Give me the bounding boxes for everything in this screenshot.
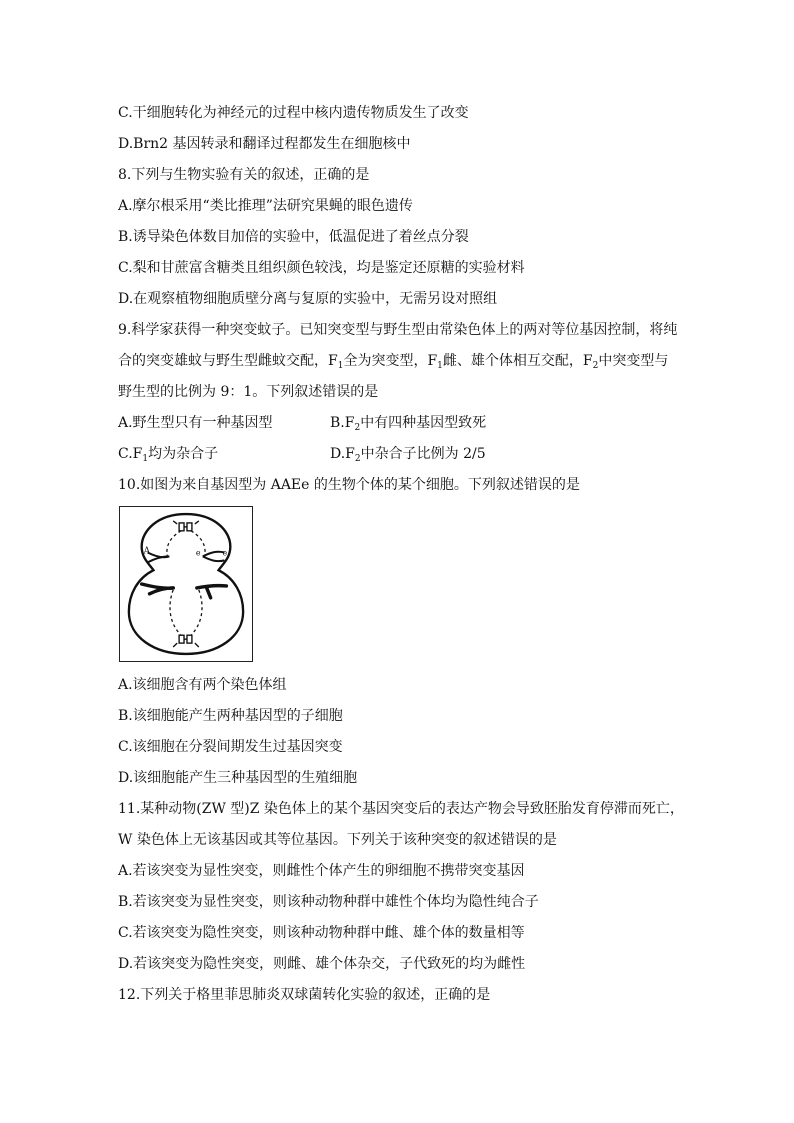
subscript-1: 1 xyxy=(437,361,443,371)
q9-text-b: 全为突变型，F xyxy=(343,353,438,369)
option-b-q10: B.该细胞能产生两种基因型的子细胞 xyxy=(118,708,343,724)
option-c-q9 xyxy=(118,445,218,463)
subscript-2: 2 xyxy=(354,423,361,433)
option-b-q9 xyxy=(330,414,486,432)
subscript-2: 2 xyxy=(592,361,599,371)
q9b-post: 中有四种基因型致死 xyxy=(360,415,487,431)
option-c-q11: C.若该突变为隐性突变，则该种动物种群中雌、雄个体的数量相等 xyxy=(118,925,525,941)
q9-text-d: 中突变型与 xyxy=(598,353,669,369)
option-c-q10: C.该细胞在分裂间期发生过基因突变 xyxy=(118,739,343,755)
option-b-q8: B.诱导染色体数目加倍的实验中，低温促进了着丝点分裂 xyxy=(118,229,469,245)
option-d-q10: D.该细胞能产生三种基因型的生殖细胞 xyxy=(118,770,358,786)
option-c-q8: C.梨和甘蔗富含糖类且组织颜色较浅，均是鉴定还原糖的实验材料 xyxy=(118,260,525,276)
gene-label-e-left: e xyxy=(195,548,201,558)
option-a-q9: A.野生型只有一种基因型 xyxy=(118,415,273,431)
question-10: 10.如图为来自基因型为 AAEe 的生物个体的某个细胞。下列叙述错误的是 xyxy=(118,477,580,493)
upper-chromosomes xyxy=(148,552,225,563)
question-9-line3: 野生型的比例为 9：1。下列叙述错误的是 xyxy=(118,384,379,400)
cell-division-figure xyxy=(119,506,253,662)
question-9-line1: 9.科学家获得一种突变蚊子。已知突变型与野生型由常染色体上的两对等位基因控制，将纯 xyxy=(118,322,678,338)
option-d-q8: D.在观察植物细胞质壁分离与复原的实验中，无需另设对照组 xyxy=(118,291,498,307)
option-c-q7: C.干细胞转化为神经元的过程中核内遗传物质发生了改变 xyxy=(118,105,469,121)
q9c-post: 均为杂合子 xyxy=(148,446,219,462)
question-11-line1: 11.某种动物(ZW 型)Z 染色体上的某个基因突变后的表达产物会导致胚胎发育停滞而死亡， xyxy=(118,801,684,817)
question-8: 8.下列与生物实验有关的叙述，正确的是 xyxy=(118,167,370,183)
question-12: 12.下列关于格里菲思肺炎双球菌转化实验的叙述，正确的是 xyxy=(118,987,491,1003)
option-a-q10: A.该细胞含有两个染色体组 xyxy=(118,677,287,693)
subscript-1: 1 xyxy=(337,361,344,371)
option-d-q9 xyxy=(330,445,486,463)
q9-text-c: 雌、雄个体相互交配，F xyxy=(442,353,593,369)
q9b-pre: B.F xyxy=(330,415,355,431)
equator-chromosomes xyxy=(142,584,227,598)
lower-spindle xyxy=(170,590,202,635)
subscript-2: 2 xyxy=(354,454,361,464)
question-9-line2 xyxy=(118,352,668,370)
gene-label-A: A xyxy=(143,546,151,557)
option-d-q11: D.若该突变为隐性突变，则雌、雄个体杂交，子代致死的均为雌性 xyxy=(118,956,526,972)
q9c-pre: C.F xyxy=(118,446,143,462)
q9d-pre: D.F xyxy=(330,446,355,462)
upper-centrosome xyxy=(173,521,199,531)
option-b-q11: B.若该突变为显性突变，则该种动物种群中雄性个体均为隐性纯合子 xyxy=(118,894,539,910)
subscript-1: 1 xyxy=(142,454,149,464)
q9-text-a: 合的突变雄蚊与野生型雌蚊交配，F xyxy=(118,353,338,369)
question-11-line2: W 染色体上无该基因或其等位基因。下列关于该种突变的叙述错误的是 xyxy=(118,832,557,848)
option-d-q7: D.Brn2 基因转录和翻译过程都发生在细胞核中 xyxy=(118,136,411,152)
gene-label-e-right: e xyxy=(222,548,228,558)
lower-centrosome xyxy=(173,635,199,647)
option-a-q11: A.若该突变为显性突变，则雌性个体产生的卵细胞不携带突变基因 xyxy=(118,863,525,879)
option-a-q8: A.摩尔根采用“类比推理”法研究果蝇的眼色遗传 xyxy=(118,198,413,214)
q9d-post: 中杂合子比例为 2/5 xyxy=(360,446,486,462)
